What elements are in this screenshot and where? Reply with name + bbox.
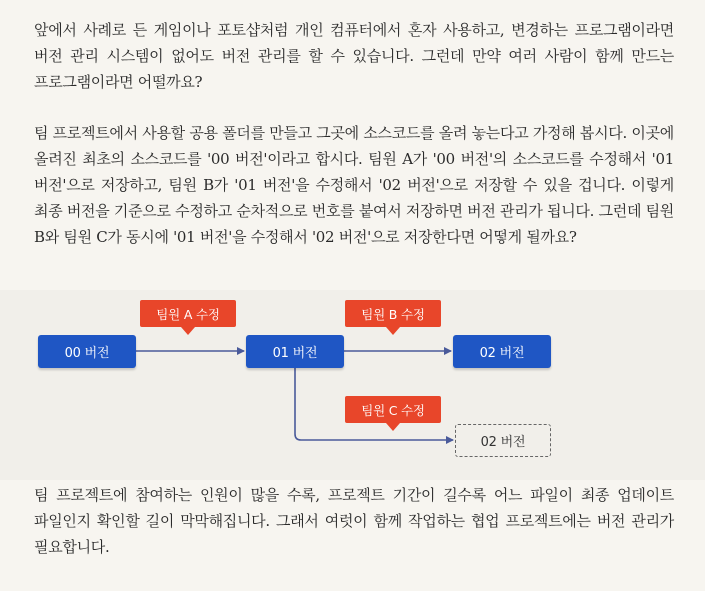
conclusion-paragraph: 팀 프로젝트에 참여하는 인원이 많을 수록, 프로젝트 기간이 길수록 어느 파일이 최종 업데이트 파일인지 확인할 길이 막막해집니다. 그래서 여럿이 함께 작업하는 협업 프로젝트에는 버전 관리가 필요합니다. [34, 486, 674, 556]
edit-tag-member-a: 팀원 A 수정 [140, 300, 236, 327]
scenario-paragraph: 팀 프로젝트에서 사용할 공용 폴더를 만들고 그곳에 소스코드를 올려 놓는다고 가정해 봅시다. 이곳에 올려진 최초의 소스코드를 '00 버전'이라고 합시다. 팀원 A가 '00 버전'의 소스코드를 수정해서 '01 버전'으로 저장하고, 팀원 B가 '01 버전'을 수정해서 '02 버전'으로 저장할 수 있을 겁니다. 이렇게 최종 버전을 기준으로 수정하고 순차적으로 번호를 붙여서 저장하면 버전 관리가 됩니다. 그런데 팀원 B와 팀원 C가 동시에 '01 버전'을 수정해서 '02 버전'으로 저장한다면 어떻게 될까요? [34, 124, 674, 246]
version-02-conflict-box: 02 버전 [455, 424, 551, 457]
edit-tag-member-b: 팀원 B 수정 [345, 300, 441, 327]
version-00-box: 00 버전 [38, 335, 136, 368]
version-01-box: 01 버전 [246, 335, 344, 368]
edit-tag-member-c: 팀원 C 수정 [345, 396, 441, 423]
version-02-box: 02 버전 [453, 335, 551, 368]
intro-paragraph: 앞에서 사례로 든 게임이나 포토샵처럼 개인 컴퓨터에서 혼자 사용하고, 변경하는 프로그램이라면 버전 관리 시스템이 없어도 버전 관리를 할 수 있습니다. 그런데 만약 여러 사람이 함께 만드는 프로그램이라면 어떨까요? [34, 21, 674, 91]
version-flow-diagram [0, 290, 705, 480]
